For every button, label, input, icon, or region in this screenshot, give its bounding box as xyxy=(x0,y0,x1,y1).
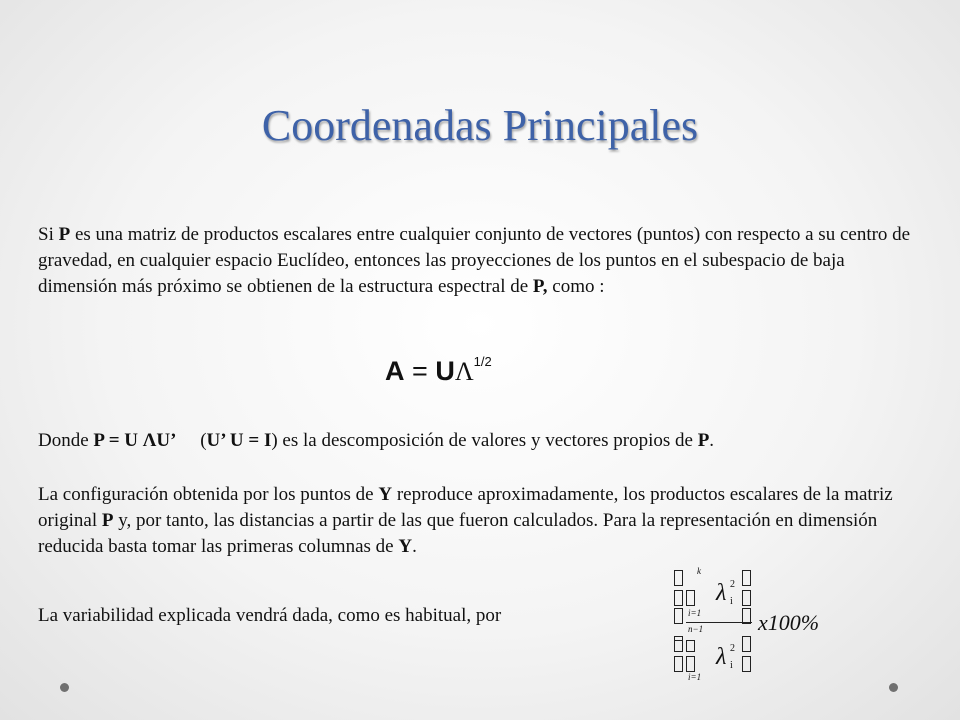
paragraph-definition: Si P es una matriz de productos escalares entre cualquier conjunto de vectores (puntos) con respecto a su centro de gravedad, en cualquier espacio Euclídeo, entonces las proyecciones de los puntos en el subespacio de baja dimensión más próximo se obtienen de la estructura espectral de P, como : xyxy=(38,224,911,297)
paragraph-variability: La variabilidad explicada vendrá dada, como es habitual, por xyxy=(38,605,502,626)
placeholder-glyph xyxy=(742,656,751,672)
corner-dot-right xyxy=(889,683,898,692)
placeholder-glyph xyxy=(686,656,695,672)
equation-a-equals-u-lambda: $A = U\Lambda^{1/2}$ xyxy=(385,354,492,386)
placeholder-glyph xyxy=(742,570,751,586)
slide-title: Coordenadas Principales xyxy=(261,101,699,150)
upper-limit-k: k xyxy=(697,566,701,576)
corner-dot-left xyxy=(60,683,69,692)
placeholder-glyph xyxy=(674,570,683,586)
placeholder-glyph xyxy=(742,636,751,652)
fraction-bar xyxy=(686,622,752,623)
placeholder-glyph xyxy=(674,656,683,672)
paragraph-decomposition: Donde P = U ΛU’ (U’ U = I) es la descomposición de valores y vectores propios de P. xyxy=(38,430,715,451)
lambda-denominator: λ xyxy=(716,644,727,670)
placeholder-glyph xyxy=(674,608,683,624)
placeholder-glyph xyxy=(742,590,751,606)
placeholder-glyph xyxy=(674,590,683,606)
lambda-numerator: λ xyxy=(716,580,727,606)
placeholder-glyph xyxy=(674,640,683,652)
placeholder-glyph xyxy=(686,640,695,652)
placeholder-glyph xyxy=(686,590,695,606)
paragraph-configuration: La configuración obtenida por los puntos de Y reproduce aproximadamente, los productos escalares de la matriz original P y, por tanto, las distancias a partir de las que fueron calculados. Para la representación en dimensión reducida basta tomar las primeras columnas de Y. xyxy=(38,484,893,557)
variance-explained-formula: k λ 2 i i=1 n−1 x100% λ 2 i i=1 xyxy=(674,566,854,686)
times-100-percent: x100% xyxy=(758,610,820,635)
